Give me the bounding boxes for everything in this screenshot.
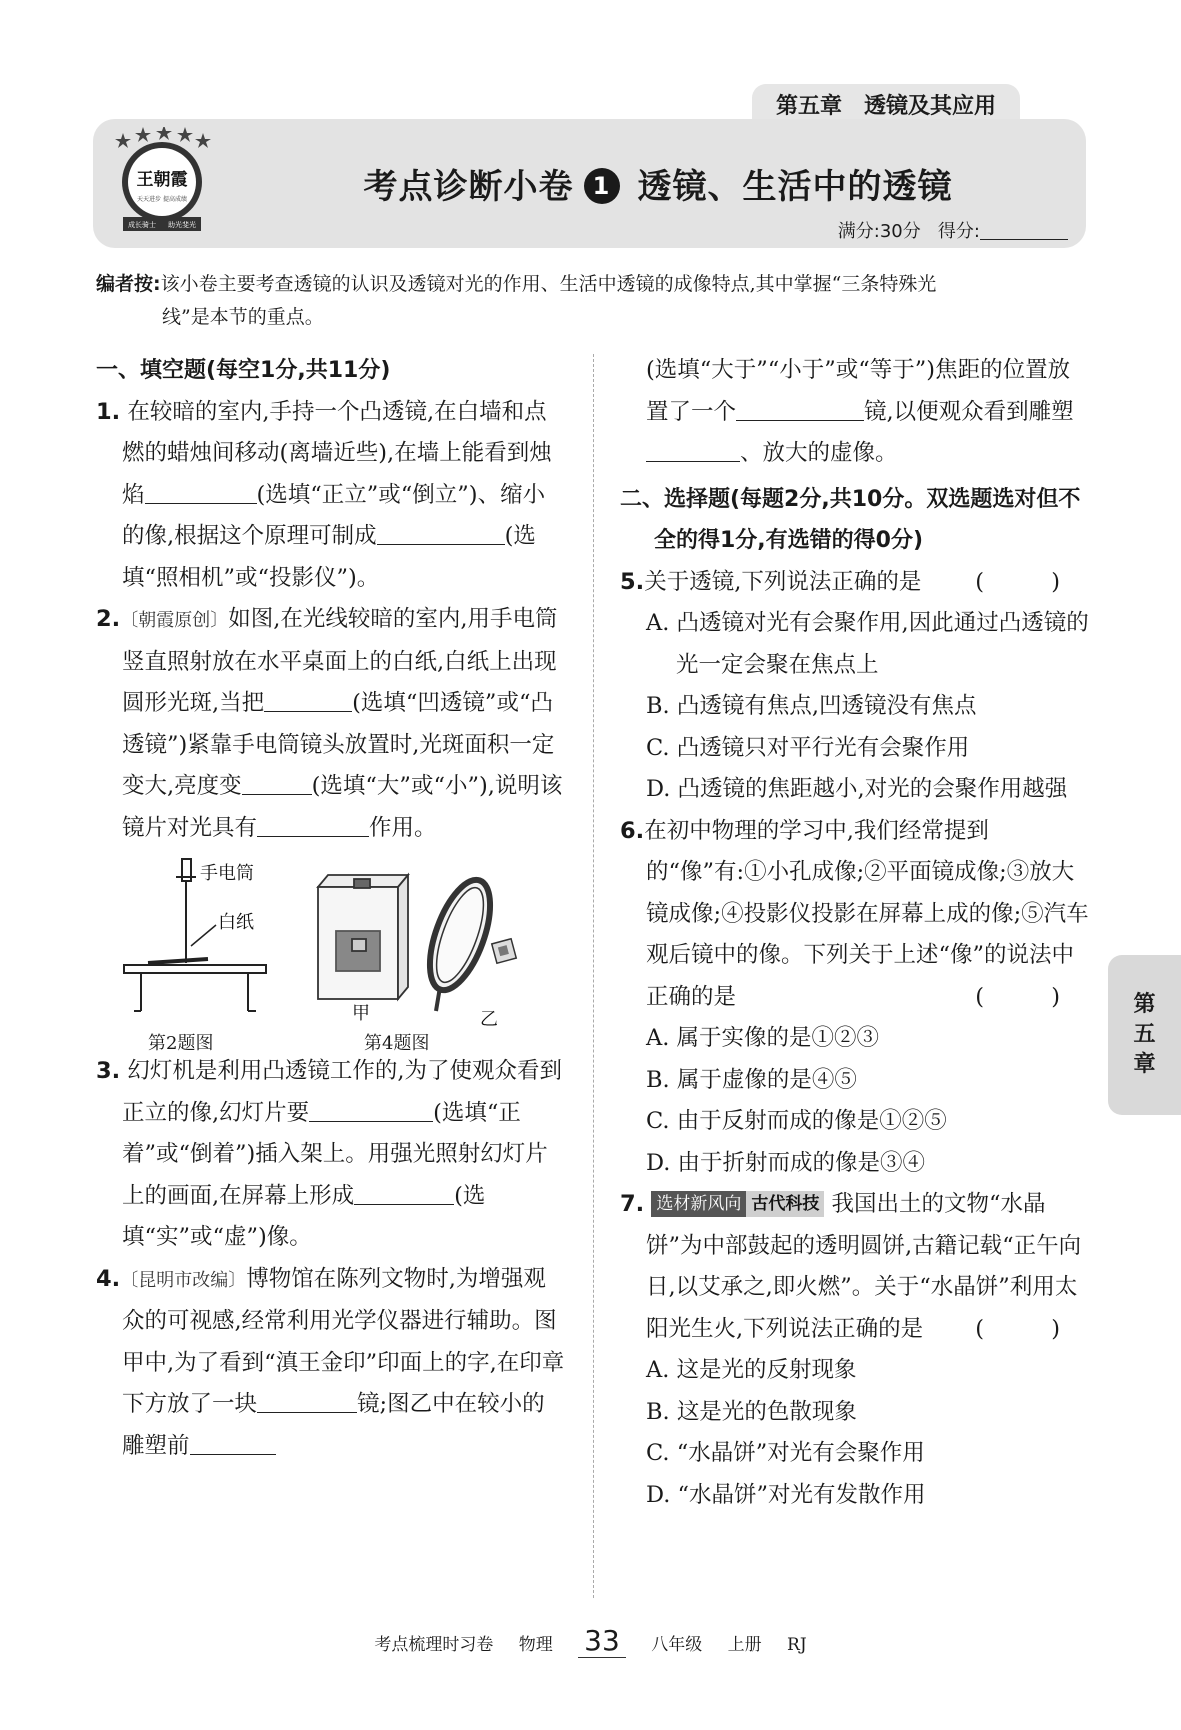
- side-chapter-tab: 第 五 章: [1108, 955, 1181, 1115]
- question-6: 6.在初中物理的学习中,我们经常提到的“像”有:①小孔成像;②平面镜成像;③放大镜成像;④投影仪投影在屏幕上成的像;⑤汽车观后镜中的像。下列关于上述“像”的说法中正确的是 ( ): [620, 811, 1090, 1019]
- answer-blank[interactable]: [190, 1430, 276, 1455]
- answer-blank[interactable]: [257, 1388, 357, 1413]
- figures-q2-q4: [96, 851, 566, 1054]
- footer-subject: 物理: [518, 1635, 553, 1655]
- answer-blank[interactable]: [377, 520, 505, 545]
- footer-grade: 八年级: [651, 1635, 703, 1655]
- q7-option-d: D. “水晶饼”对光有发散作用: [646, 1481, 926, 1508]
- flashlight-label: 手电筒: [200, 863, 254, 884]
- q5-option-b: B. 凸透镜有焦点,凹透镜没有焦点: [646, 693, 977, 719]
- paper-title: 考点诊断小卷 1 透镜、生活中的透镜: [363, 167, 953, 207]
- answer-blank[interactable]: [736, 396, 864, 421]
- q7-option-b: B. 这是光的色散现象: [646, 1398, 857, 1425]
- q6-option-c: C. 由于反射而成的像是①②⑤: [646, 1108, 947, 1134]
- publisher-logo: [111, 127, 213, 237]
- paper-number-badge: 1: [584, 168, 620, 204]
- answer-paren[interactable]: ( ): [975, 568, 1090, 595]
- q6-option-d: D. 由于折射而成的像是③④: [646, 1149, 926, 1176]
- question-5: 5.关于透镜,下列说法正确的是 ( ): [620, 562, 1090, 604]
- svg-text:助光斐光: 助光斐光: [168, 221, 196, 229]
- answer-blank[interactable]: [264, 687, 352, 712]
- column-divider: [593, 354, 594, 1598]
- page-number: 33: [578, 1624, 626, 1658]
- figure-4-caption: 第4题图: [364, 1033, 430, 1054]
- paper-header: [93, 119, 1086, 248]
- footer-book: 考点梳理时习卷: [374, 1635, 494, 1655]
- display-case-figure: [318, 875, 408, 999]
- figure-2-caption: 第2题图: [148, 1033, 214, 1054]
- answer-blank[interactable]: [309, 1097, 433, 1122]
- q6-option-b: B. 属于虚像的是④⑤: [646, 1066, 857, 1093]
- editor-note: 编者按:该小卷主要考查透镜的认识及透镜对光的作用、生活中透镜的成像特点,其中掌握“三条特殊光 线”是本节的重点。: [96, 273, 937, 328]
- magnifier-figure: [418, 872, 517, 1011]
- answer-blank[interactable]: [242, 770, 312, 795]
- score-blank[interactable]: [980, 221, 1068, 240]
- chapter-tab: [752, 84, 1020, 124]
- q5-option-d: D. 凸透镜的焦距越小,对光的会聚作用越强: [646, 776, 1068, 802]
- q5-option-a: A. 凸透镜对光有会聚作用,因此通过凸透镜的光一定会聚在焦点上: [646, 610, 1089, 678]
- q7-option-c: C. “水晶饼”对光有会聚作用: [646, 1440, 925, 1466]
- question-1: 1. 在较暗的室内,手持一个凸透镜,在白墙和点燃的蜡烛间移动(离墙近些),在墙上能看到烛焰 (选填“正立”或“倒立”)、缩小的像,根据这个原理可制成 (选填“照相机”或“投影仪”)。: [96, 398, 552, 591]
- q7-option-a: A. 这是光的反射现象: [646, 1357, 857, 1383]
- svg-text:成长骑士: 成长骑士: [128, 221, 156, 229]
- answer-paren[interactable]: ( ): [975, 983, 1090, 1010]
- figure-yi-label: 乙: [480, 1009, 498, 1030]
- white-paper-label: 白纸: [218, 912, 254, 933]
- score-line: 满分:30分 得分:: [838, 217, 1068, 243]
- figure-jia-label: 甲: [352, 1003, 370, 1024]
- badge-new-material: 选材新风向: [651, 1191, 746, 1217]
- q5-option-c: C. 凸透镜只对平行光有会聚作用: [646, 734, 970, 761]
- answer-blank[interactable]: [145, 479, 257, 504]
- answer-blank[interactable]: [354, 1180, 454, 1205]
- question-3: 3. 幻灯机是利用凸透镜工作的,为了使观众看到正立的像,幻灯片要 (选填“正着”或“倒着”)插入架上。用强光照射幻灯片上的画面,在屏幕上形成 (选填“实”或“虚”)像。: [96, 1058, 563, 1250]
- question-4: 4.〔昆明市改编〕博物馆在陈列文物时,为增强观众的可视感,经常利用光学仪器进行辅助。图甲中,为了看到“滇王金印”印面上的字,在印章下方放了一块 镜;图乙中在较小的雕塑前: [96, 1265, 565, 1459]
- chapter-number: 第五章: [775, 93, 842, 119]
- answer-blank[interactable]: [257, 812, 369, 837]
- section-1-title: 一、填空题(每空1分,共11分): [96, 358, 391, 383]
- footer-edition: RJ: [787, 1635, 807, 1655]
- chapter-title: 透镜及其应用: [864, 93, 997, 119]
- question-2: 2.〔朝霞原创〕如图,在光线较暗的室内,用手电筒竖直照射放在水平桌面上的白纸,白纸上出现圆形光斑,当把 (选填“凹透镜”或“凸透镜”)紧靠手电筒镜头放置时,光斑面积一定变大,亮度变 (选填“大”或“小”),说明该镜片对光具有 作用。: [96, 606, 563, 841]
- q6-option-a: A. 属于实像的是①②③: [646, 1025, 880, 1051]
- page-footer: [0, 1624, 1181, 1657]
- question-4-continued: (选填“大于”“小于”或“等于”)焦距的位置放置了一个 镜,以便观众看到雕塑、放大的虚像。: [646, 357, 1074, 466]
- answer-paren[interactable]: ( ): [975, 1315, 1090, 1342]
- svg-text:王朝霞: 王朝霞: [136, 170, 188, 190]
- right-column: [620, 350, 1090, 1516]
- badge-ancient-tech: 古代科技: [746, 1191, 824, 1217]
- figure-illustrations: [96, 851, 566, 1051]
- section-2-title: 二、选择题(每题2分,共10分。双选题选对但不全的得1分,有选错的得0分): [620, 486, 1081, 553]
- question-7: 7. 选材新风向 古代科技 我国出土的文物“水晶饼”为中部鼓起的透明圆饼,古籍记载“正午向日,以艾承之,即火燃”。关于“水晶饼”利用太阳光生火,下列说法正确的是 ( ): [620, 1184, 1090, 1350]
- footer-volume: 上册: [727, 1635, 762, 1655]
- left-column: [96, 350, 566, 1467]
- svg-text:天天进步 提高成绩: 天天进步 提高成绩: [137, 196, 187, 203]
- answer-blank[interactable]: [646, 437, 740, 462]
